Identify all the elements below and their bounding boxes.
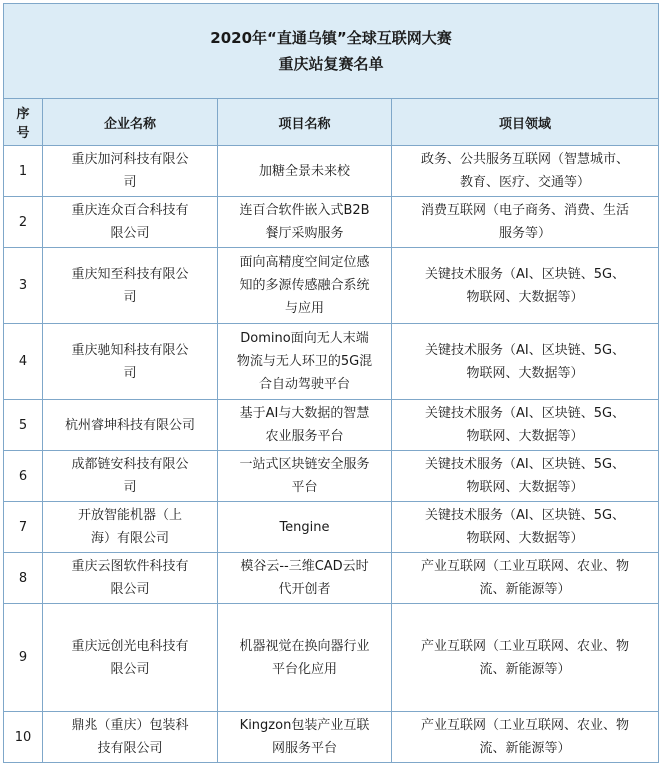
cell-company-line: 重庆连众百合科技有	[71, 203, 189, 218]
cell-company	[43, 451, 218, 502]
cell-no: 3	[4, 248, 43, 324]
cell-project-line: 平台	[291, 480, 318, 495]
cell-no: 7	[4, 502, 43, 553]
cell-field	[392, 553, 659, 604]
cell-field-line: 服务等）	[499, 226, 552, 241]
cell-field	[392, 146, 659, 197]
cell-field	[392, 712, 659, 763]
cell-no: 4	[4, 324, 43, 400]
table-row	[4, 712, 659, 763]
cell-field-line: 物联网、大数据等）	[466, 365, 584, 381]
cell-no: 2	[4, 197, 43, 248]
table-row	[4, 324, 659, 400]
cell-field-line: 物联网、大数据等）	[466, 429, 584, 444]
cell-company	[43, 400, 218, 451]
cell-project	[218, 197, 392, 248]
table-row	[4, 146, 659, 197]
cell-no: 8	[4, 553, 43, 604]
cell-company-line: 重庆远创光电科技有	[71, 638, 189, 654]
table-row	[4, 451, 659, 502]
cell-project-line: 加糖全景未来校	[258, 163, 350, 179]
cell-field	[392, 502, 659, 553]
cell-field-line: 关键技术服务（AI、区块链、5G、	[424, 342, 626, 358]
title-line-1: 2020年“直通乌镇”全球互联网大赛	[210, 29, 452, 47]
cell-project-line: 机器视觉在换向器行业	[239, 638, 370, 654]
cell-field-line: 物联网、大数据等）	[466, 480, 584, 495]
cell-company-line: 鼎兆（重庆）包装科	[71, 718, 189, 733]
table-title	[4, 4, 659, 99]
header-no-line-2: 号	[16, 126, 30, 141]
cell-field-line: 关键技术服务（AI、区块链、5G、	[424, 406, 626, 421]
cell-project-line: 餐厅采购服务	[265, 226, 344, 241]
cell-company-line: 重庆驰知科技有限公	[71, 342, 189, 358]
cell-company-line: 限公司	[110, 226, 150, 241]
cell-project-line: 合自动驾驶平台	[258, 377, 350, 392]
cell-project-line: Kingzon包装产业互联	[239, 718, 370, 733]
cell-project	[218, 712, 392, 763]
cell-company	[43, 712, 218, 763]
cell-field-line: 产业互联网（工业互联网、农业、物	[421, 559, 630, 574]
cell-project-line: 农业服务平台	[265, 429, 344, 444]
cell-field	[392, 451, 659, 502]
cell-project-line: 连百合软件嵌入式B2B	[239, 203, 370, 218]
cell-project-line: 知的多源传感融合系统	[239, 278, 370, 293]
cell-company	[43, 248, 218, 324]
cell-company-line: 限公司	[110, 582, 150, 597]
cell-field	[392, 400, 659, 451]
cell-company	[43, 502, 218, 553]
cell-project	[218, 451, 392, 502]
table-row	[4, 502, 659, 553]
cell-company-line: 海）有限公司	[90, 531, 169, 546]
cell-company-line: 重庆知至科技有限公	[71, 266, 189, 282]
cell-no: 9	[4, 604, 43, 712]
cell-company	[43, 324, 218, 400]
cell-no: 6	[4, 451, 43, 502]
cell-company-line: 司	[123, 365, 137, 381]
cell-project-line: 平台化应用	[271, 661, 337, 677]
cell-project	[218, 604, 392, 712]
cell-company-line: 技有限公司	[97, 741, 163, 756]
cell-field-line: 教育、医疗、交通等）	[460, 175, 591, 190]
cell-company-line: 开放智能机器（上	[77, 508, 182, 523]
cell-project	[218, 248, 392, 324]
cell-field-line: 流、新能源等）	[479, 582, 571, 597]
cell-no: 1	[4, 146, 43, 197]
cell-company-line: 限公司	[110, 661, 150, 677]
cell-field-line: 流、新能源等）	[479, 661, 571, 677]
cell-project-line: 网服务平台	[271, 741, 337, 756]
cell-field-line: 物联网、大数据等）	[466, 531, 584, 546]
cell-project	[218, 553, 392, 604]
cell-project-line: Domino面向无人末端	[240, 331, 369, 346]
cell-company	[43, 197, 218, 248]
cell-company-line: 杭州睿坤科技有限公司	[64, 417, 195, 433]
header-company: 企业名称	[43, 99, 218, 146]
cell-project-line: 物流与无人环卫的5G混	[236, 354, 373, 369]
cell-company-line: 司	[123, 480, 137, 495]
table-row	[4, 553, 659, 604]
cell-field	[392, 197, 659, 248]
cell-field	[392, 604, 659, 712]
cell-field-line: 消费互联网（电子商务、消费、生活	[421, 203, 630, 218]
cell-company	[43, 146, 218, 197]
cell-project-line: 模谷云--三维CAD云时	[240, 559, 369, 574]
cell-project-line: 代开创者	[278, 582, 331, 597]
header-project: 项目名称	[218, 99, 392, 146]
cell-field-line: 关键技术服务（AI、区块链、5G、	[424, 266, 626, 282]
finalist-sheet	[3, 3, 658, 763]
header-no	[4, 99, 43, 146]
cell-field-line: 政务、公共服务互联网（智慧城市、	[421, 152, 630, 167]
table-row	[4, 604, 659, 712]
cell-company-line: 司	[123, 175, 137, 190]
cell-project	[218, 324, 392, 400]
cell-company-line: 司	[123, 289, 137, 305]
table-row	[4, 400, 659, 451]
cell-project	[218, 502, 392, 553]
cell-project-line: 一站式区块链安全服务	[239, 457, 370, 472]
cell-company	[43, 553, 218, 604]
table-body	[4, 146, 659, 763]
cell-no: 5	[4, 400, 43, 451]
cell-field-line: 产业互联网（工业互联网、农业、物	[421, 718, 630, 733]
cell-project-line: 面向高精度空间定位感	[239, 255, 370, 270]
cell-field-line: 流、新能源等）	[479, 741, 571, 756]
cell-field-line: 产业互联网（工业互联网、农业、物	[421, 638, 630, 654]
cell-company-line: 重庆云图软件科技有	[71, 559, 189, 574]
table-row	[4, 197, 659, 248]
header-no-line-1: 序	[16, 107, 30, 122]
table-row	[4, 248, 659, 324]
cell-field	[392, 248, 659, 324]
cell-project	[218, 400, 392, 451]
cell-company	[43, 604, 218, 712]
cell-field	[392, 324, 659, 400]
header-field: 项目领域	[392, 99, 659, 146]
cell-field-line: 关键技术服务（AI、区块链、5G、	[424, 508, 626, 523]
cell-field-line: 关键技术服务（AI、区块链、5G、	[424, 457, 626, 472]
cell-project-line: 基于AI与大数据的智慧	[239, 406, 370, 421]
cell-company-line: 重庆加河科技有限公	[71, 152, 189, 167]
title-line-2: 重庆站复赛名单	[278, 55, 384, 73]
cell-field-line: 物联网、大数据等）	[466, 289, 584, 305]
header-row	[4, 99, 659, 146]
cell-no: 10	[4, 712, 43, 763]
cell-project-line: Tengine	[279, 519, 330, 535]
cell-project-line: 与应用	[284, 301, 324, 316]
cell-company-line: 成都链安科技有限公	[71, 457, 189, 472]
cell-project	[218, 146, 392, 197]
finalist-table	[3, 3, 659, 763]
